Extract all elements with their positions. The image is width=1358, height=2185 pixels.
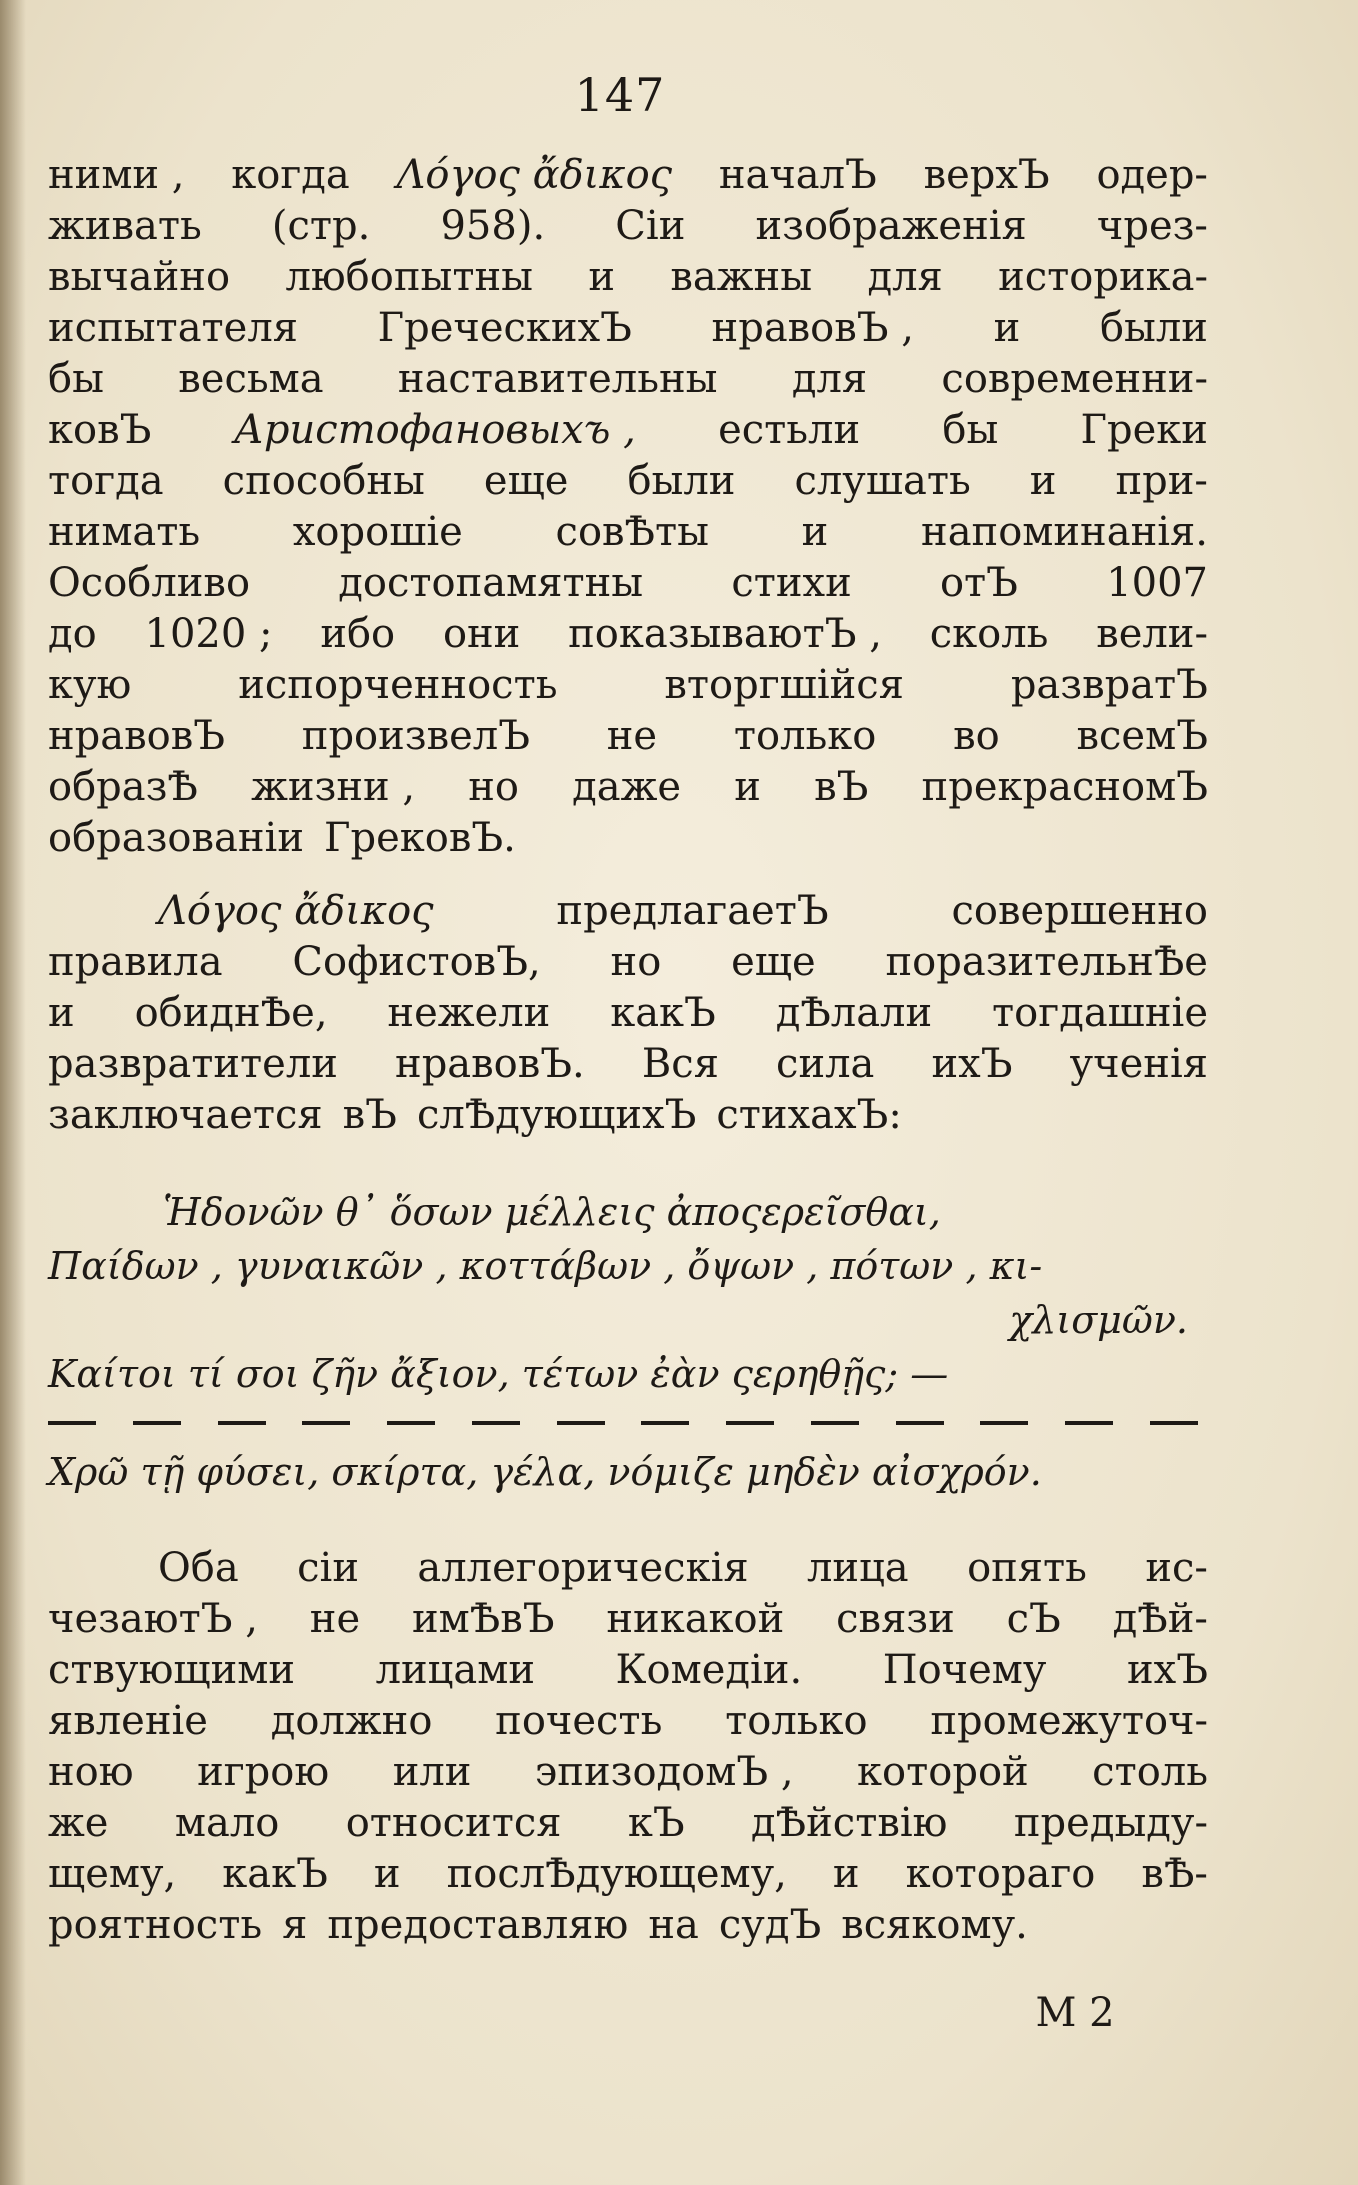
word: почесть (495, 1698, 663, 1744)
word: хорошіе (292, 509, 463, 555)
word: дѢлали (775, 990, 933, 1036)
word: кЪ (627, 1800, 685, 1846)
dash (387, 1421, 435, 1425)
word: еще (731, 939, 816, 985)
text-line (48, 660, 1208, 711)
word: и (373, 1851, 401, 1897)
word: важны (670, 254, 813, 300)
verse-line: Παίδων , γυναικῶν , κοττάβων , ὄψων , πότων , κι- (48, 1244, 1043, 1288)
word: современни- (941, 356, 1208, 402)
word: ГреческихЪ (377, 305, 632, 351)
word: чезаютЪ , (48, 1596, 258, 1642)
word: тогдашніе (992, 990, 1208, 1036)
word: относится (345, 1800, 562, 1846)
word: сіи (297, 1545, 359, 1591)
word: ГрековЪ. (324, 815, 516, 861)
word: опять (967, 1545, 1087, 1591)
word: Λόγος ἄδικος (158, 888, 434, 934)
word: предоставляю (327, 1902, 629, 1948)
text-line (48, 1798, 1208, 1849)
word: слѢдующихЪ (416, 1092, 697, 1138)
word: (стр. (271, 203, 371, 249)
word: во (953, 713, 1000, 759)
signature-mark: M 2 (1035, 1990, 1115, 2036)
word: Сіи (615, 203, 686, 249)
word: нимать (48, 509, 201, 555)
dash (980, 1421, 1028, 1425)
text-line (48, 1090, 1208, 1141)
word: какЪ (610, 990, 716, 1036)
text-line (48, 609, 1208, 660)
dash (48, 1421, 96, 1425)
word: сЪ (1006, 1596, 1061, 1642)
word: ковЪ (48, 407, 152, 453)
word: 1020 ; (144, 611, 273, 657)
word: которой (857, 1749, 1029, 1795)
word: образѢ (48, 764, 198, 810)
dash (726, 1421, 774, 1425)
text-line (48, 1039, 1208, 1090)
text-line (48, 711, 1208, 762)
word: аллегорическія (417, 1545, 749, 1591)
paragraph-1 (48, 150, 1208, 864)
text-line (48, 1543, 1208, 1594)
word: любопытны (285, 254, 533, 300)
word: предыду- (1013, 1800, 1208, 1846)
word: сколь (929, 611, 1049, 657)
word: сила (776, 1041, 875, 1087)
dash (218, 1421, 266, 1425)
word: весьма (178, 356, 324, 402)
word: и (801, 509, 829, 555)
word: верхЪ (923, 152, 1050, 198)
word: способны (222, 458, 425, 504)
word: явленіе (48, 1698, 208, 1744)
word: произвелЪ (301, 713, 530, 759)
word: образованіи (48, 815, 304, 861)
text-line (48, 762, 1208, 813)
word: мало (174, 1800, 280, 1846)
word: вычайно (48, 254, 231, 300)
word: поразительнѢе (885, 939, 1208, 985)
word: промежуточ- (930, 1698, 1208, 1744)
text-line (48, 354, 1208, 405)
word: совершенно (951, 888, 1208, 934)
word: и (832, 1851, 860, 1897)
word: заключается (48, 1092, 323, 1138)
verse-line: Χρῶ τῇ φύσει, σκίρτα, γέλα, νόμιζε μηδὲν αἰσχρόν. (48, 1450, 1042, 1494)
word: должно (270, 1698, 433, 1744)
word: имѢвЪ (411, 1596, 555, 1642)
word: ствующими (48, 1647, 296, 1693)
word: СофистовЪ, (292, 939, 541, 985)
text-line (48, 303, 1208, 354)
word: отЪ (939, 560, 1018, 606)
word: кую (48, 662, 132, 708)
word: ною (48, 1749, 134, 1795)
word: Λόγος ἄδικος (396, 152, 673, 198)
word: дѢй- (1112, 1596, 1208, 1642)
word: до (48, 611, 97, 657)
word: даже (572, 764, 682, 810)
word: и (48, 990, 75, 1036)
word: вЪ (342, 1092, 397, 1138)
word: испытателя (48, 305, 298, 351)
greek-verse-block (48, 1185, 1208, 1499)
dash (641, 1421, 689, 1425)
word: правила (48, 939, 223, 985)
text-line (48, 813, 1208, 864)
word: испорченность (238, 662, 558, 708)
word: прекрасномЪ (921, 764, 1208, 810)
word: роятность (48, 1902, 263, 1948)
text-line (48, 1696, 1208, 1747)
word: и (588, 254, 616, 300)
word: когда (231, 152, 350, 198)
text-line (48, 405, 1208, 456)
word: еще (483, 458, 569, 504)
word: но (610, 939, 662, 985)
word: всякому. (841, 1902, 1028, 1948)
word: тогда (48, 458, 164, 504)
word: достопамятны (338, 560, 644, 606)
word: напоминанія. (921, 509, 1208, 555)
word: лица (807, 1545, 909, 1591)
word: бы (48, 356, 104, 402)
dash (472, 1421, 520, 1425)
word: Почему (882, 1647, 1047, 1693)
text-line (48, 456, 1208, 507)
text-line (48, 988, 1208, 1039)
word: или (392, 1749, 472, 1795)
page-text (48, 150, 1208, 1951)
word: историка- (998, 254, 1208, 300)
omission-dashes (48, 1401, 1208, 1445)
text-line (48, 1900, 1208, 1951)
word: стихи (731, 560, 852, 606)
text-line (48, 252, 1208, 303)
word: не (309, 1596, 361, 1642)
word: и (734, 764, 761, 810)
word: бы (942, 407, 999, 453)
verse-line-continuation: χλισμῶν. (1009, 1298, 1188, 1342)
word: Вся (641, 1041, 719, 1087)
dash (1150, 1421, 1198, 1425)
word: одер- (1096, 152, 1208, 198)
word: щему, (48, 1851, 177, 1897)
word: судЪ (718, 1902, 822, 1948)
word: нравовЪ (48, 713, 226, 759)
paragraph-3 (48, 1543, 1208, 1951)
verse-line: Ἡδονῶν θ᾽ ὅσων μέλλεις ἀποςερεῖσθαι, (163, 1190, 941, 1234)
word: но (468, 764, 519, 810)
word: ибо (320, 611, 396, 657)
word: же (48, 1800, 109, 1846)
word: ихЪ (1127, 1647, 1208, 1693)
text-line (48, 1645, 1208, 1696)
word: развратители (48, 1041, 338, 1087)
word: нравовЪ. (395, 1041, 585, 1087)
word: для (791, 356, 868, 402)
dash (896, 1421, 944, 1425)
word: дѢйствію (751, 1800, 948, 1846)
word: началЪ (718, 152, 877, 198)
word: они (442, 611, 521, 657)
word: стихахЪ: (716, 1092, 902, 1138)
dash (1065, 1421, 1113, 1425)
page-number: 147 (574, 68, 666, 122)
word: совѢты (555, 509, 709, 555)
dash (133, 1421, 181, 1425)
paragraph-2 (48, 886, 1208, 1141)
word: игрою (197, 1749, 330, 1795)
word: вЪ (814, 764, 869, 810)
text-line (48, 937, 1208, 988)
word: связи (836, 1596, 955, 1642)
word: вѢ- (1141, 1851, 1208, 1897)
word: всемЪ (1076, 713, 1208, 759)
word: были (1099, 305, 1208, 351)
word: только (733, 713, 877, 759)
dash (557, 1421, 605, 1425)
word: лицами (375, 1647, 535, 1693)
word: предлагаетЪ (556, 888, 829, 934)
word: 958). (440, 203, 546, 249)
word: котораго (905, 1851, 1096, 1897)
word: чрез- (1096, 203, 1208, 249)
word: Греки (1080, 407, 1208, 453)
text-line (48, 507, 1208, 558)
verse-line: Καίτοι τί σοι ζῆν ἄξιον, τέτων ἐὰν ςερηθῇς; — (48, 1352, 949, 1396)
word: ними , (48, 152, 185, 198)
word: наставительны (397, 356, 718, 402)
word: естьли (718, 407, 861, 453)
text-line (48, 1594, 1208, 1645)
word: ихЪ (931, 1041, 1013, 1087)
word: 1007 (1106, 560, 1208, 606)
word: на (648, 1902, 699, 1948)
word: и (993, 305, 1021, 351)
word: Особливо (48, 560, 251, 606)
word: нравовЪ , (711, 305, 914, 351)
text-line (48, 1849, 1208, 1900)
word: обиднѢе, (134, 990, 328, 1036)
word: нежели (387, 990, 551, 1036)
word: живать (48, 203, 202, 249)
word: для (867, 254, 943, 300)
word: были (627, 458, 736, 504)
text-line (48, 886, 1208, 937)
word: столь (1092, 1749, 1208, 1795)
word: при- (1115, 458, 1208, 504)
word: послѢдующему, (446, 1851, 787, 1897)
word: не (606, 713, 658, 759)
word: какЪ (222, 1851, 328, 1897)
word: вели- (1096, 611, 1208, 657)
text-line (48, 558, 1208, 609)
word: показываютЪ , (568, 611, 882, 657)
word: ис- (1145, 1545, 1208, 1591)
word: Оба (158, 1545, 239, 1591)
word: ученія (1069, 1041, 1208, 1087)
text-line (48, 150, 1208, 201)
word: изображенія (755, 203, 1027, 249)
word: развратЪ (1010, 662, 1208, 708)
dash (811, 1421, 859, 1425)
word: Комедіи. (615, 1647, 803, 1693)
word: только (725, 1698, 868, 1744)
text-line (48, 1747, 1208, 1798)
dash (302, 1421, 350, 1425)
word: Аристофановыхъ , (233, 407, 636, 453)
word: я (282, 1902, 308, 1948)
word: жизни , (251, 764, 416, 810)
word: и (1029, 458, 1057, 504)
word: эпизодомЪ , (534, 1749, 794, 1795)
word: слушать (794, 458, 971, 504)
word: вторгшійся (664, 662, 904, 708)
word: никакой (606, 1596, 785, 1642)
text-line (48, 201, 1208, 252)
